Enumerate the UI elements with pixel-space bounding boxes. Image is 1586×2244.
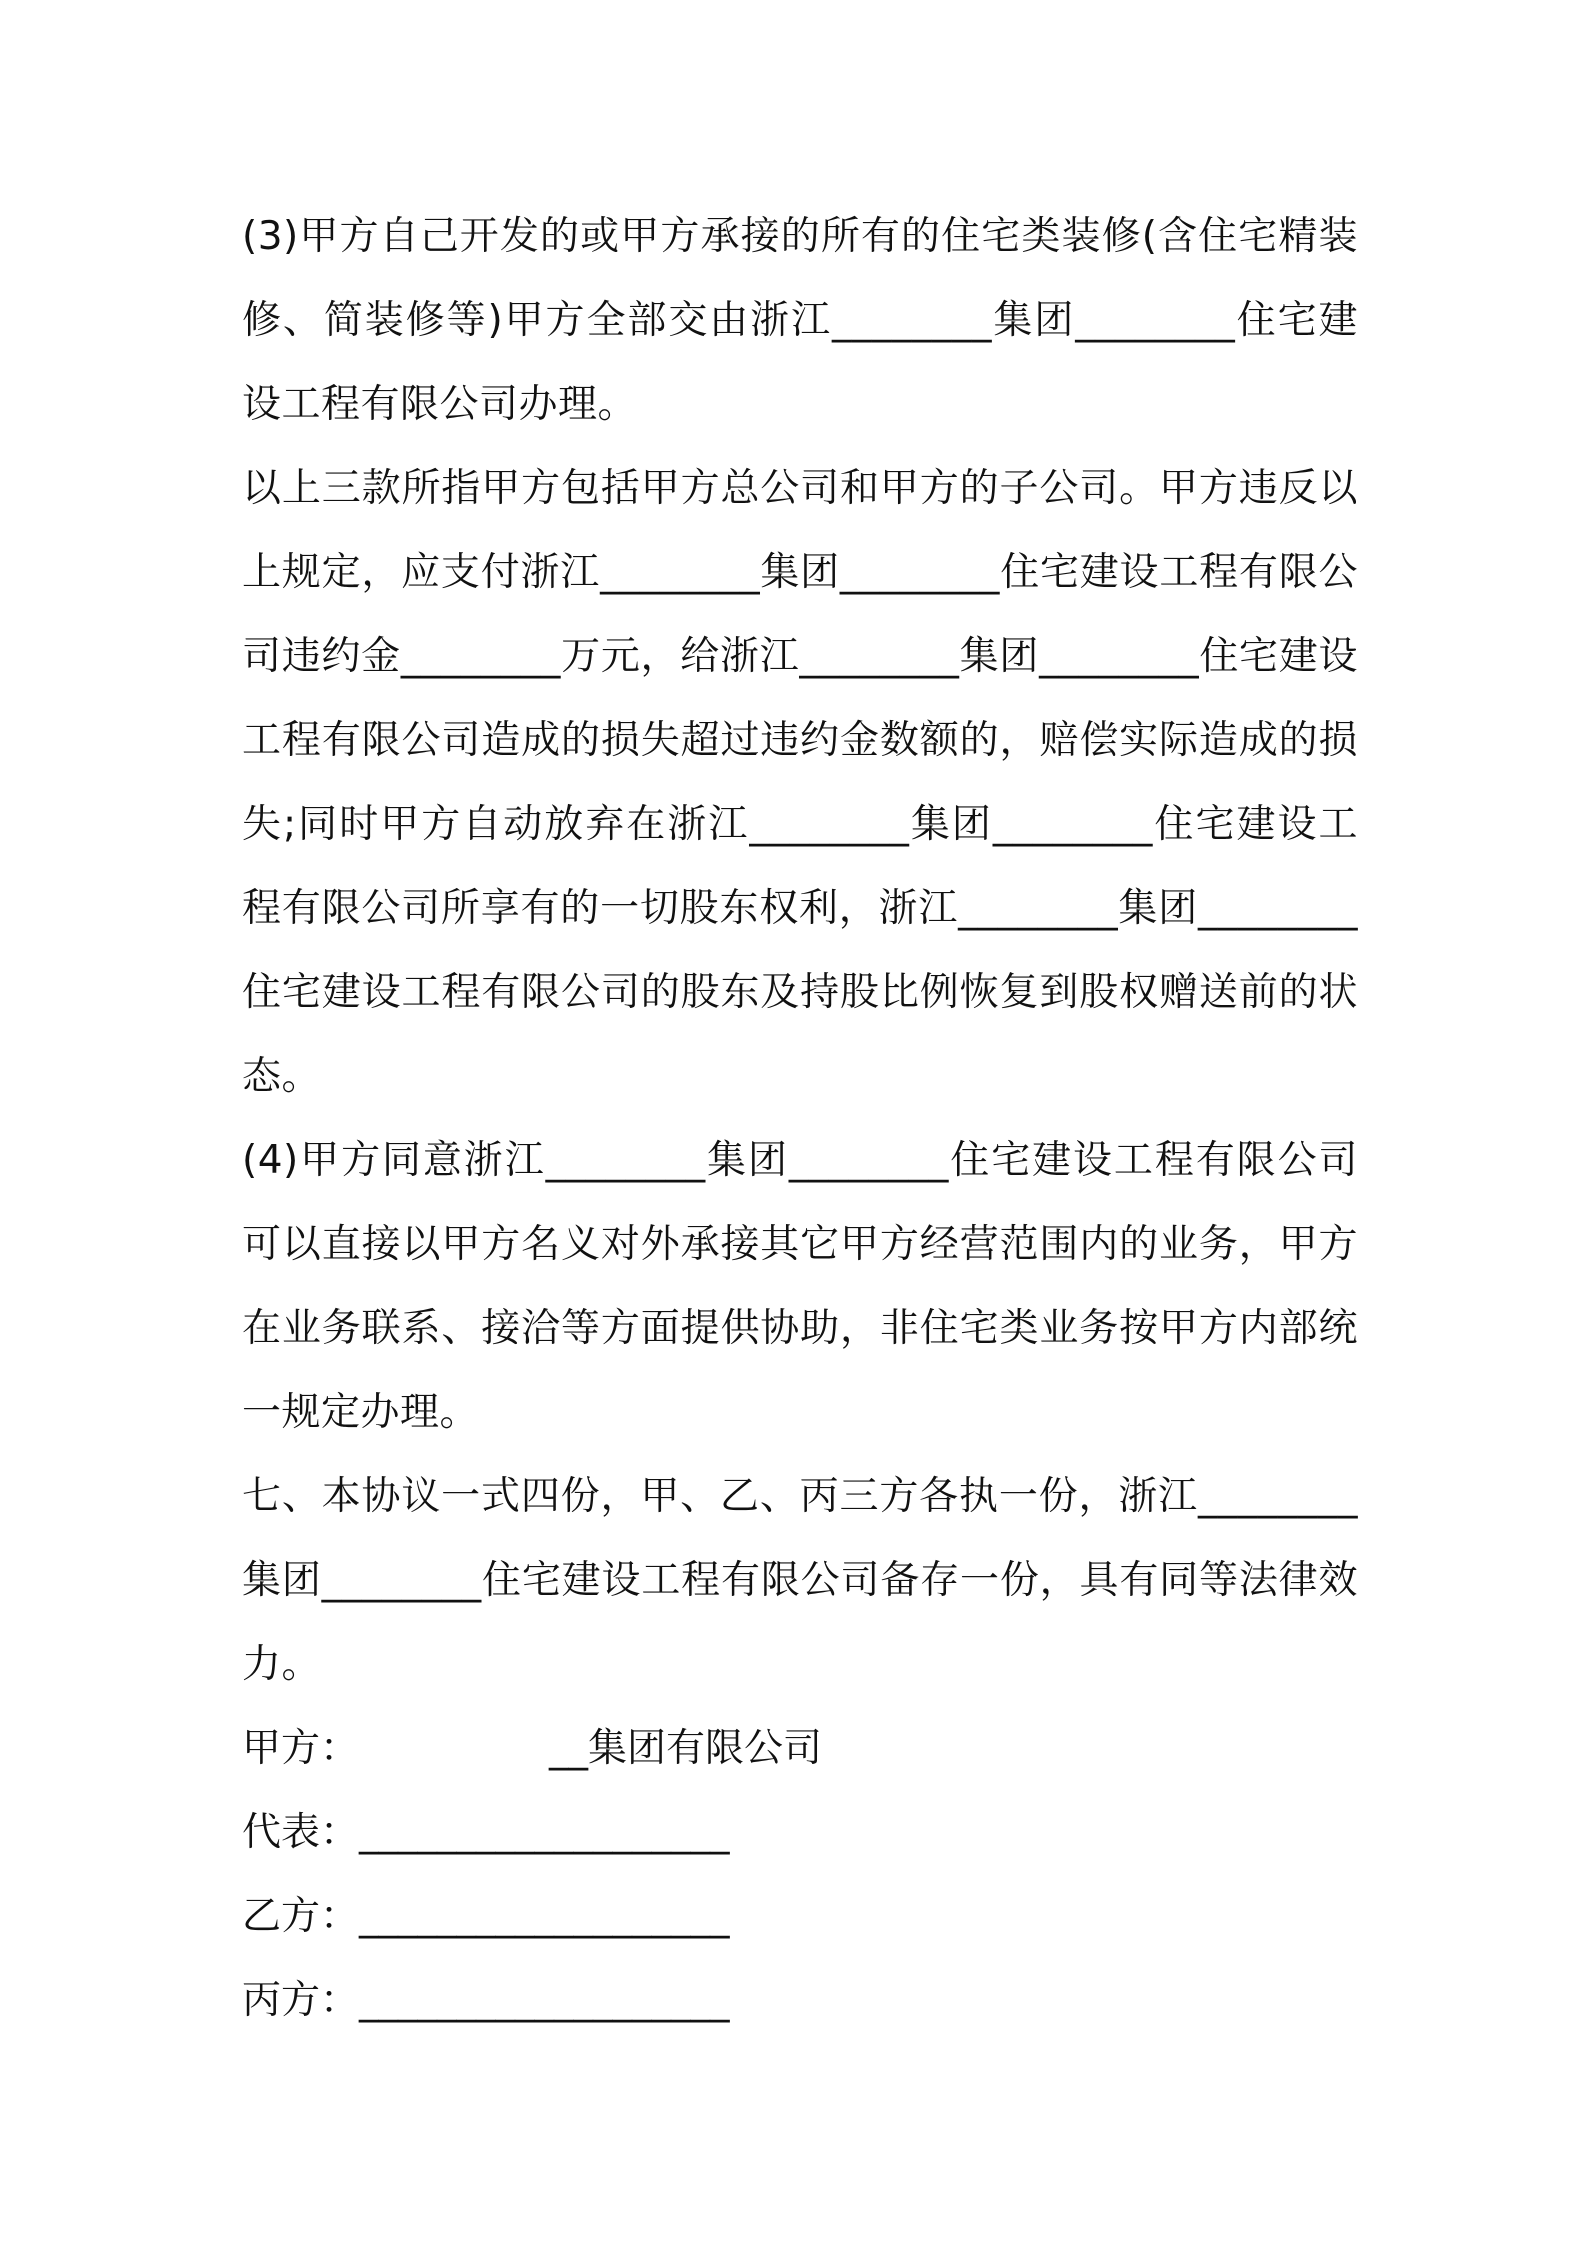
article-7-paragraph: 七、本协议一式四份，甲、乙、丙三方各执一份，浙江________集团________住宅建设工程有限公司备存一份，具有同等法律效力。 xyxy=(242,1474,1358,1687)
signature-value: __集团有限公司 xyxy=(549,1726,823,1771)
penalty-paragraph: 以上三款所指甲方包括甲方总公司和甲方的子公司。甲方违反以上规定，应支付浙江________集团________住宅建设工程有限公司违约金________万元，给浙江________集团________住宅建设工程有限公司造成的损失超过违约金数额的，赔偿实际造成的损失;同时甲方自动放弃在浙江________集团________住宅建设工程有限公司所享有的一切股东权利，浙江________集团________住宅建设工程有限公司的股东及持股比例恢复到股权赠送前的状态。 xyxy=(242,466,1358,1099)
signature-line: ___________________ xyxy=(359,1894,730,1939)
signature-line: ___________________ xyxy=(359,1978,730,2023)
clause-4-paragraph: (4)甲方同意浙江________集团________住宅建设工程有限公司可以直接以甲方名义对外承接其它甲方经营范围内的业务，甲方在业务联系、接洽等方面提供协助，非住宅类业务按甲方内部统一规定办理。 xyxy=(242,1138,1358,1435)
clause-3-paragraph: (3)甲方自己开发的或甲方承接的所有的住宅类装修(含住宅精装修、简装修等)甲方全部交由浙江________集团________住宅建设工程有限公司办理。 xyxy=(242,214,1358,427)
signature-party-c xyxy=(242,1959,1358,2043)
document-body xyxy=(242,195,1358,2043)
signature-label: 甲方： xyxy=(242,1726,360,1771)
signature-label: 代表： xyxy=(242,1810,360,1855)
signature-party-b xyxy=(242,1875,1358,1959)
signature-label: 乙方： xyxy=(242,1894,360,1939)
signature-party-a xyxy=(242,1707,1358,1791)
signature-label: 丙方： xyxy=(242,1978,360,2023)
signature-representative xyxy=(242,1791,1358,1875)
signature-line: ___________________ xyxy=(359,1810,730,1855)
